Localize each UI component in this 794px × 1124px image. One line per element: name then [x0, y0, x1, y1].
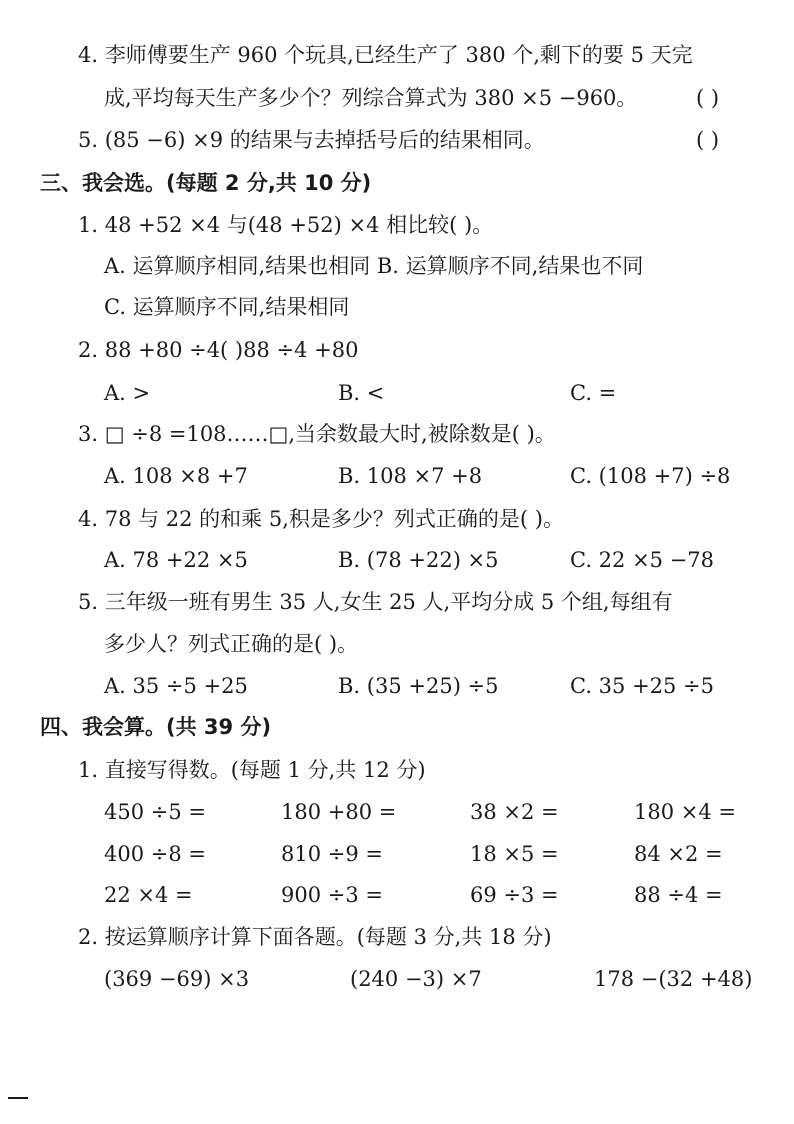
- mental-math-item: 810 ÷9 =: [281, 842, 383, 866]
- section3-title: 三、我会选。(每题 2 分,共 10 分): [40, 171, 372, 195]
- mental-math-item: 88 ÷4 =: [634, 883, 723, 907]
- order-of-operations-item: 178 −(32 +48): [594, 967, 753, 991]
- choice-question-2-option-a: A. >: [104, 381, 151, 405]
- judge-question-5: 5. (85 −6) ×9 的结果与去掉括号后的结果相同。: [78, 128, 545, 152]
- choice-question-4-option-b: B. (78 +22) ×5: [338, 548, 499, 572]
- choice-question-3-option-b: B. 108 ×7 +8: [338, 464, 483, 488]
- mental-math-title: 1. 直接写得数。(每题 1 分,共 12 分): [78, 758, 426, 782]
- judge-question-4-line2: 成,平均每天生产多少个？列综合算式为 380 ×5 −960。: [104, 86, 638, 110]
- choice-question-2: 2. 88 +80 ÷4( )88 ÷4 +80: [78, 338, 359, 362]
- order-of-operations-title: 2. 按运算顺序计算下面各题。(每题 3 分,共 18 分): [78, 925, 552, 949]
- choice-question-3-option-a: A. 108 ×8 +7: [104, 464, 248, 488]
- mental-math-item: 18 ×5 =: [470, 842, 559, 866]
- mental-math-item: 69 ÷3 =: [470, 883, 559, 907]
- choice-question-4-option-a: A. 78 +22 ×5: [104, 548, 248, 572]
- choice-question-4: 4. 78 与 22 的和乘 5,积是多少？列式正确的是( )。: [78, 507, 564, 531]
- order-of-operations-item: (240 −3) ×7: [350, 967, 482, 991]
- mental-math-item: 400 ÷8 =: [104, 842, 206, 866]
- choice-question-5-option-c: C. 35 +25 ÷5: [570, 674, 715, 698]
- judge-answer-paren-4[interactable]: ( ): [696, 86, 720, 110]
- mental-math-item: 38 ×2 =: [470, 800, 559, 824]
- choice-question-5-line1: 5. 三年级一班有男生 35 人,女生 25 人,平均分成 5 个组,每组有: [78, 590, 673, 614]
- choice-question-5-line2: 多少人？列式正确的是( )。: [104, 632, 359, 656]
- choice-question-4-option-c: C. 22 ×5 −78: [570, 548, 715, 572]
- order-of-operations-item: (369 −69) ×3: [104, 967, 250, 991]
- choice-question-5-option-b: B. (35 +25) ÷5: [338, 674, 499, 698]
- choice-question-3: 3. □ ÷8 =108……□,当余数最大时,被除数是( )。: [78, 422, 556, 446]
- mental-math-item: 22 ×4 =: [104, 883, 193, 907]
- mental-math-item: 450 ÷5 =: [104, 800, 206, 824]
- choice-question-5-option-a: A. 35 ÷5 +25: [104, 674, 248, 698]
- mental-math-item: 900 ÷3 =: [281, 883, 383, 907]
- choice-question-2-option-c: C. =: [570, 381, 617, 405]
- section4-title: 四、我会算。(共 39 分): [40, 715, 272, 739]
- choice-question-1: 1. 48 +52 ×4 与(48 +52) ×4 相比较( )。: [78, 213, 494, 237]
- choice-question-2-option-b: B. <: [338, 381, 385, 405]
- choice-question-3-option-c: C. (108 +7) ÷8: [570, 464, 731, 488]
- mental-math-item: 180 +80 =: [281, 800, 397, 824]
- mental-math-item: 84 ×2 =: [634, 842, 723, 866]
- page-corner-dash: [8, 1097, 28, 1099]
- judge-question-4-line1: 4. 李师傅要生产 960 个玩具,已经生产了 380 个,剩下的要 5 天完: [78, 43, 693, 67]
- mental-math-item: 180 ×4 =: [634, 800, 736, 824]
- choice-question-1-options-ab: A. 运算顺序相同,结果也相同 B. 运算顺序不同,结果也不同: [104, 254, 644, 278]
- judge-answer-paren-5[interactable]: ( ): [696, 128, 720, 152]
- choice-question-1-option-c: C. 运算顺序不同,结果相同: [104, 295, 350, 319]
